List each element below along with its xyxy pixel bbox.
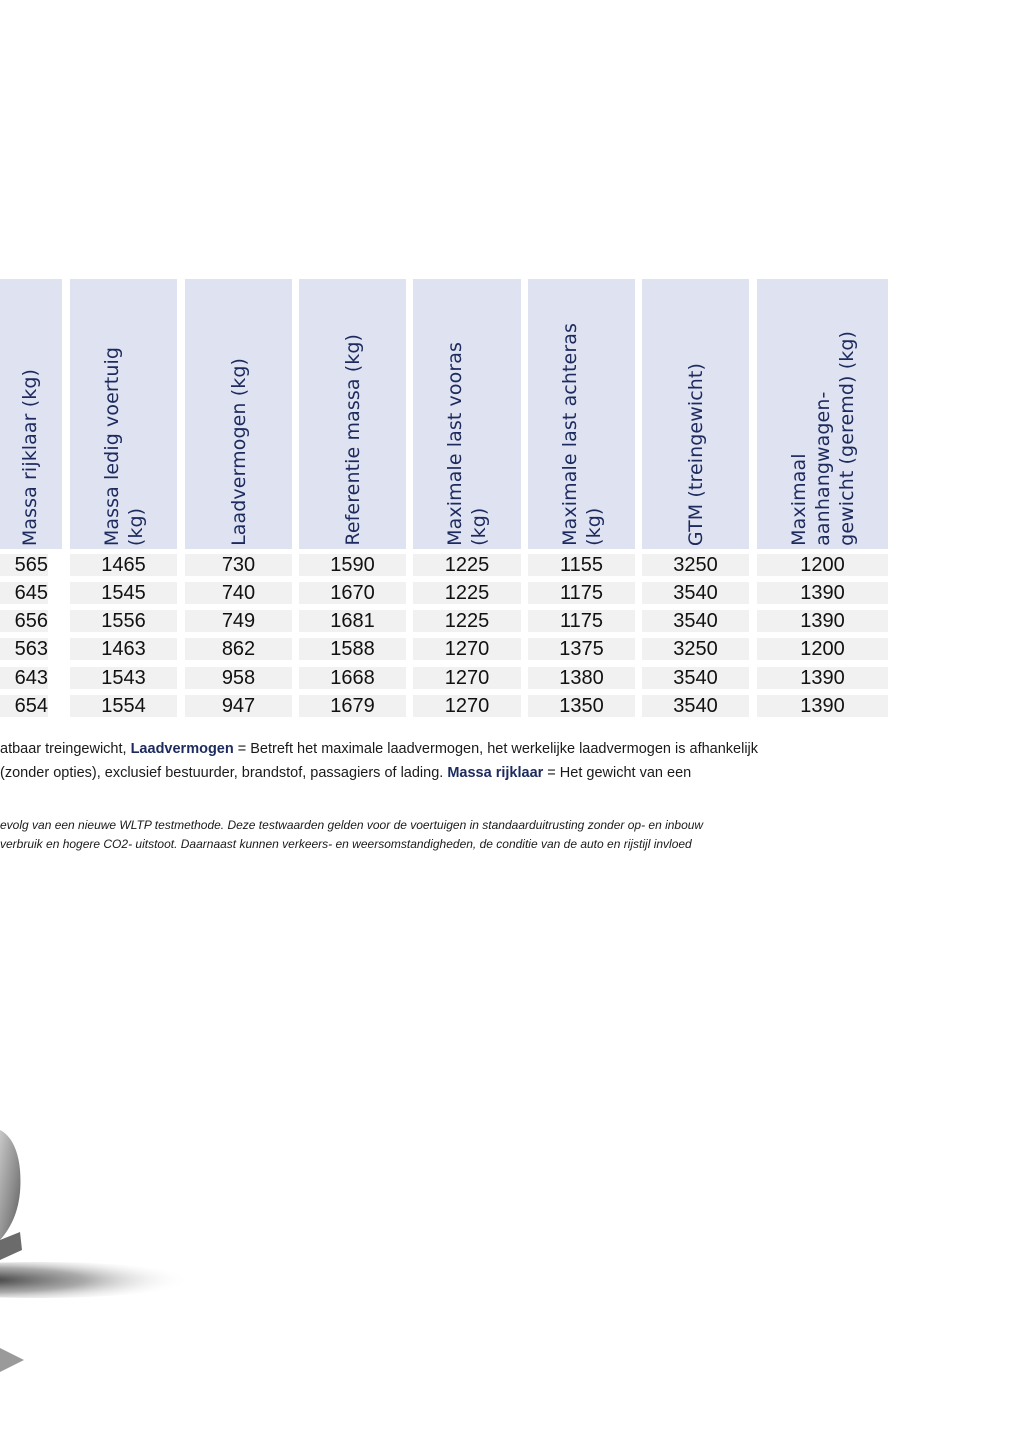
table-cell: 1225 <box>413 554 521 576</box>
column-header-label: Referentie massa (kg) <box>341 334 364 546</box>
table-cell: 1155 <box>528 554 635 576</box>
table-cell: 3540 <box>642 667 749 689</box>
table-cell: 3540 <box>642 582 749 604</box>
table-cell: 1390 <box>757 667 888 689</box>
table-cell: 1270 <box>413 667 521 689</box>
table-cell: 730 <box>185 554 292 576</box>
table-cell: 1375 <box>528 638 635 660</box>
column-header-last-vooras <box>413 279 521 549</box>
footnote-term-massa-rijklaar: Massa rijklaar <box>447 765 544 781</box>
table-cell: 3250 <box>642 554 749 576</box>
table-cell: 1543 <box>70 667 177 689</box>
car-shadow <box>0 1262 190 1298</box>
table-cell: 862 <box>185 638 292 660</box>
footnote-line-2 <box>0 765 691 781</box>
table-cell: 1200 <box>757 554 888 576</box>
column-header-label: Massa ledig voertuig (kg) <box>100 346 147 546</box>
column-header-label: Laadvermogen (kg) <box>227 358 250 546</box>
table-cell: 1545 <box>70 582 177 604</box>
table-cell: 1670 <box>299 582 406 604</box>
column-header-label: Maximale last achteras (kg) <box>558 323 605 546</box>
table-cell: 1668 <box>299 667 406 689</box>
table-cell: 3250 <box>642 638 749 660</box>
footnote-text: = Betreft het maximale laadvermogen, het werkelijke laadvermogen is afhankelijk <box>233 741 759 757</box>
footnote-line-1 <box>0 741 758 757</box>
table-cell: 749 <box>185 610 292 632</box>
disclaimer-line-1: evolg van een nieuwe WLTP testmethode. Deze testwaarden gelden voor de voertuigen in standaarduitrusting zonder op- en inbouw <box>0 818 704 832</box>
table-cell: 947 <box>185 695 292 717</box>
footnote-text: (zonder opties), exclusief bestuurder, brandstof, passagiers of lading. <box>0 765 448 781</box>
table-cell: 1556 <box>70 610 177 632</box>
table-cell: 1225 <box>413 582 521 604</box>
table-cell: 1590 <box>299 554 406 576</box>
table-cell: 1270 <box>413 695 521 717</box>
table-cell: 3540 <box>642 695 749 717</box>
table-cell: 1463 <box>70 638 177 660</box>
table-cell: 645 <box>0 582 48 604</box>
column-header-aanhangwagengewicht <box>757 279 888 549</box>
car-bumper <box>0 1232 22 1260</box>
table-cell: 740 <box>185 582 292 604</box>
footnote-text: atbaar treingewicht, <box>0 741 131 757</box>
disclaimer-line-2: verbruik en hogere CO2- uitstoot. Daarnaast kunnen verkeers- en weersomstandigheden, de conditie van de auto en rijstijl invloed <box>0 837 692 851</box>
column-header-label: Maximale last vooras (kg) <box>444 342 490 546</box>
table-cell: 1390 <box>757 582 888 604</box>
footnote-term-laadvermogen: Laadvermogen <box>130 741 234 757</box>
column-header-last-achteras <box>528 279 635 549</box>
table-cell: 1390 <box>757 610 888 632</box>
footnote-text: = Het gewicht van een <box>543 765 692 781</box>
table-cell: 1679 <box>299 695 406 717</box>
table-cell: 565 <box>0 554 48 576</box>
car-image <box>0 1100 200 1400</box>
table-cell: 1554 <box>70 695 177 717</box>
column-header-laadvermogen <box>185 279 292 549</box>
table-cell: 1465 <box>70 554 177 576</box>
table-cell: 654 <box>0 695 48 717</box>
column-header-label: GTM (treingewicht) <box>684 362 707 546</box>
table-cell: 656 <box>0 610 48 632</box>
arrow-icon <box>0 1348 24 1372</box>
table-cell: 1175 <box>528 610 635 632</box>
column-header-referentie-massa <box>299 279 406 549</box>
table-cell: 1390 <box>757 695 888 717</box>
table-cell: 1350 <box>528 695 635 717</box>
column-header-massa-ledig <box>70 279 177 549</box>
table-cell: 1200 <box>757 638 888 660</box>
table-cell: 643 <box>0 667 48 689</box>
column-header-label: Massa rijklaar (kg) <box>19 368 41 546</box>
column-header-gtm <box>642 279 749 549</box>
table-cell: 1588 <box>299 638 406 660</box>
car-body <box>0 1130 20 1240</box>
table-cell: 1175 <box>528 582 635 604</box>
column-header-label: Maximaal aanhangwagen- gewicht (geremd) (kg) <box>787 331 858 546</box>
table-cell: 1225 <box>413 610 521 632</box>
table-cell: 1681 <box>299 610 406 632</box>
table-cell: 958 <box>185 667 292 689</box>
table-cell: 3540 <box>642 610 749 632</box>
table-cell: 1380 <box>528 667 635 689</box>
table-cell: 1270 <box>413 638 521 660</box>
table-cell: 563 <box>0 638 48 660</box>
column-header-massa-rijklaar <box>0 279 62 549</box>
